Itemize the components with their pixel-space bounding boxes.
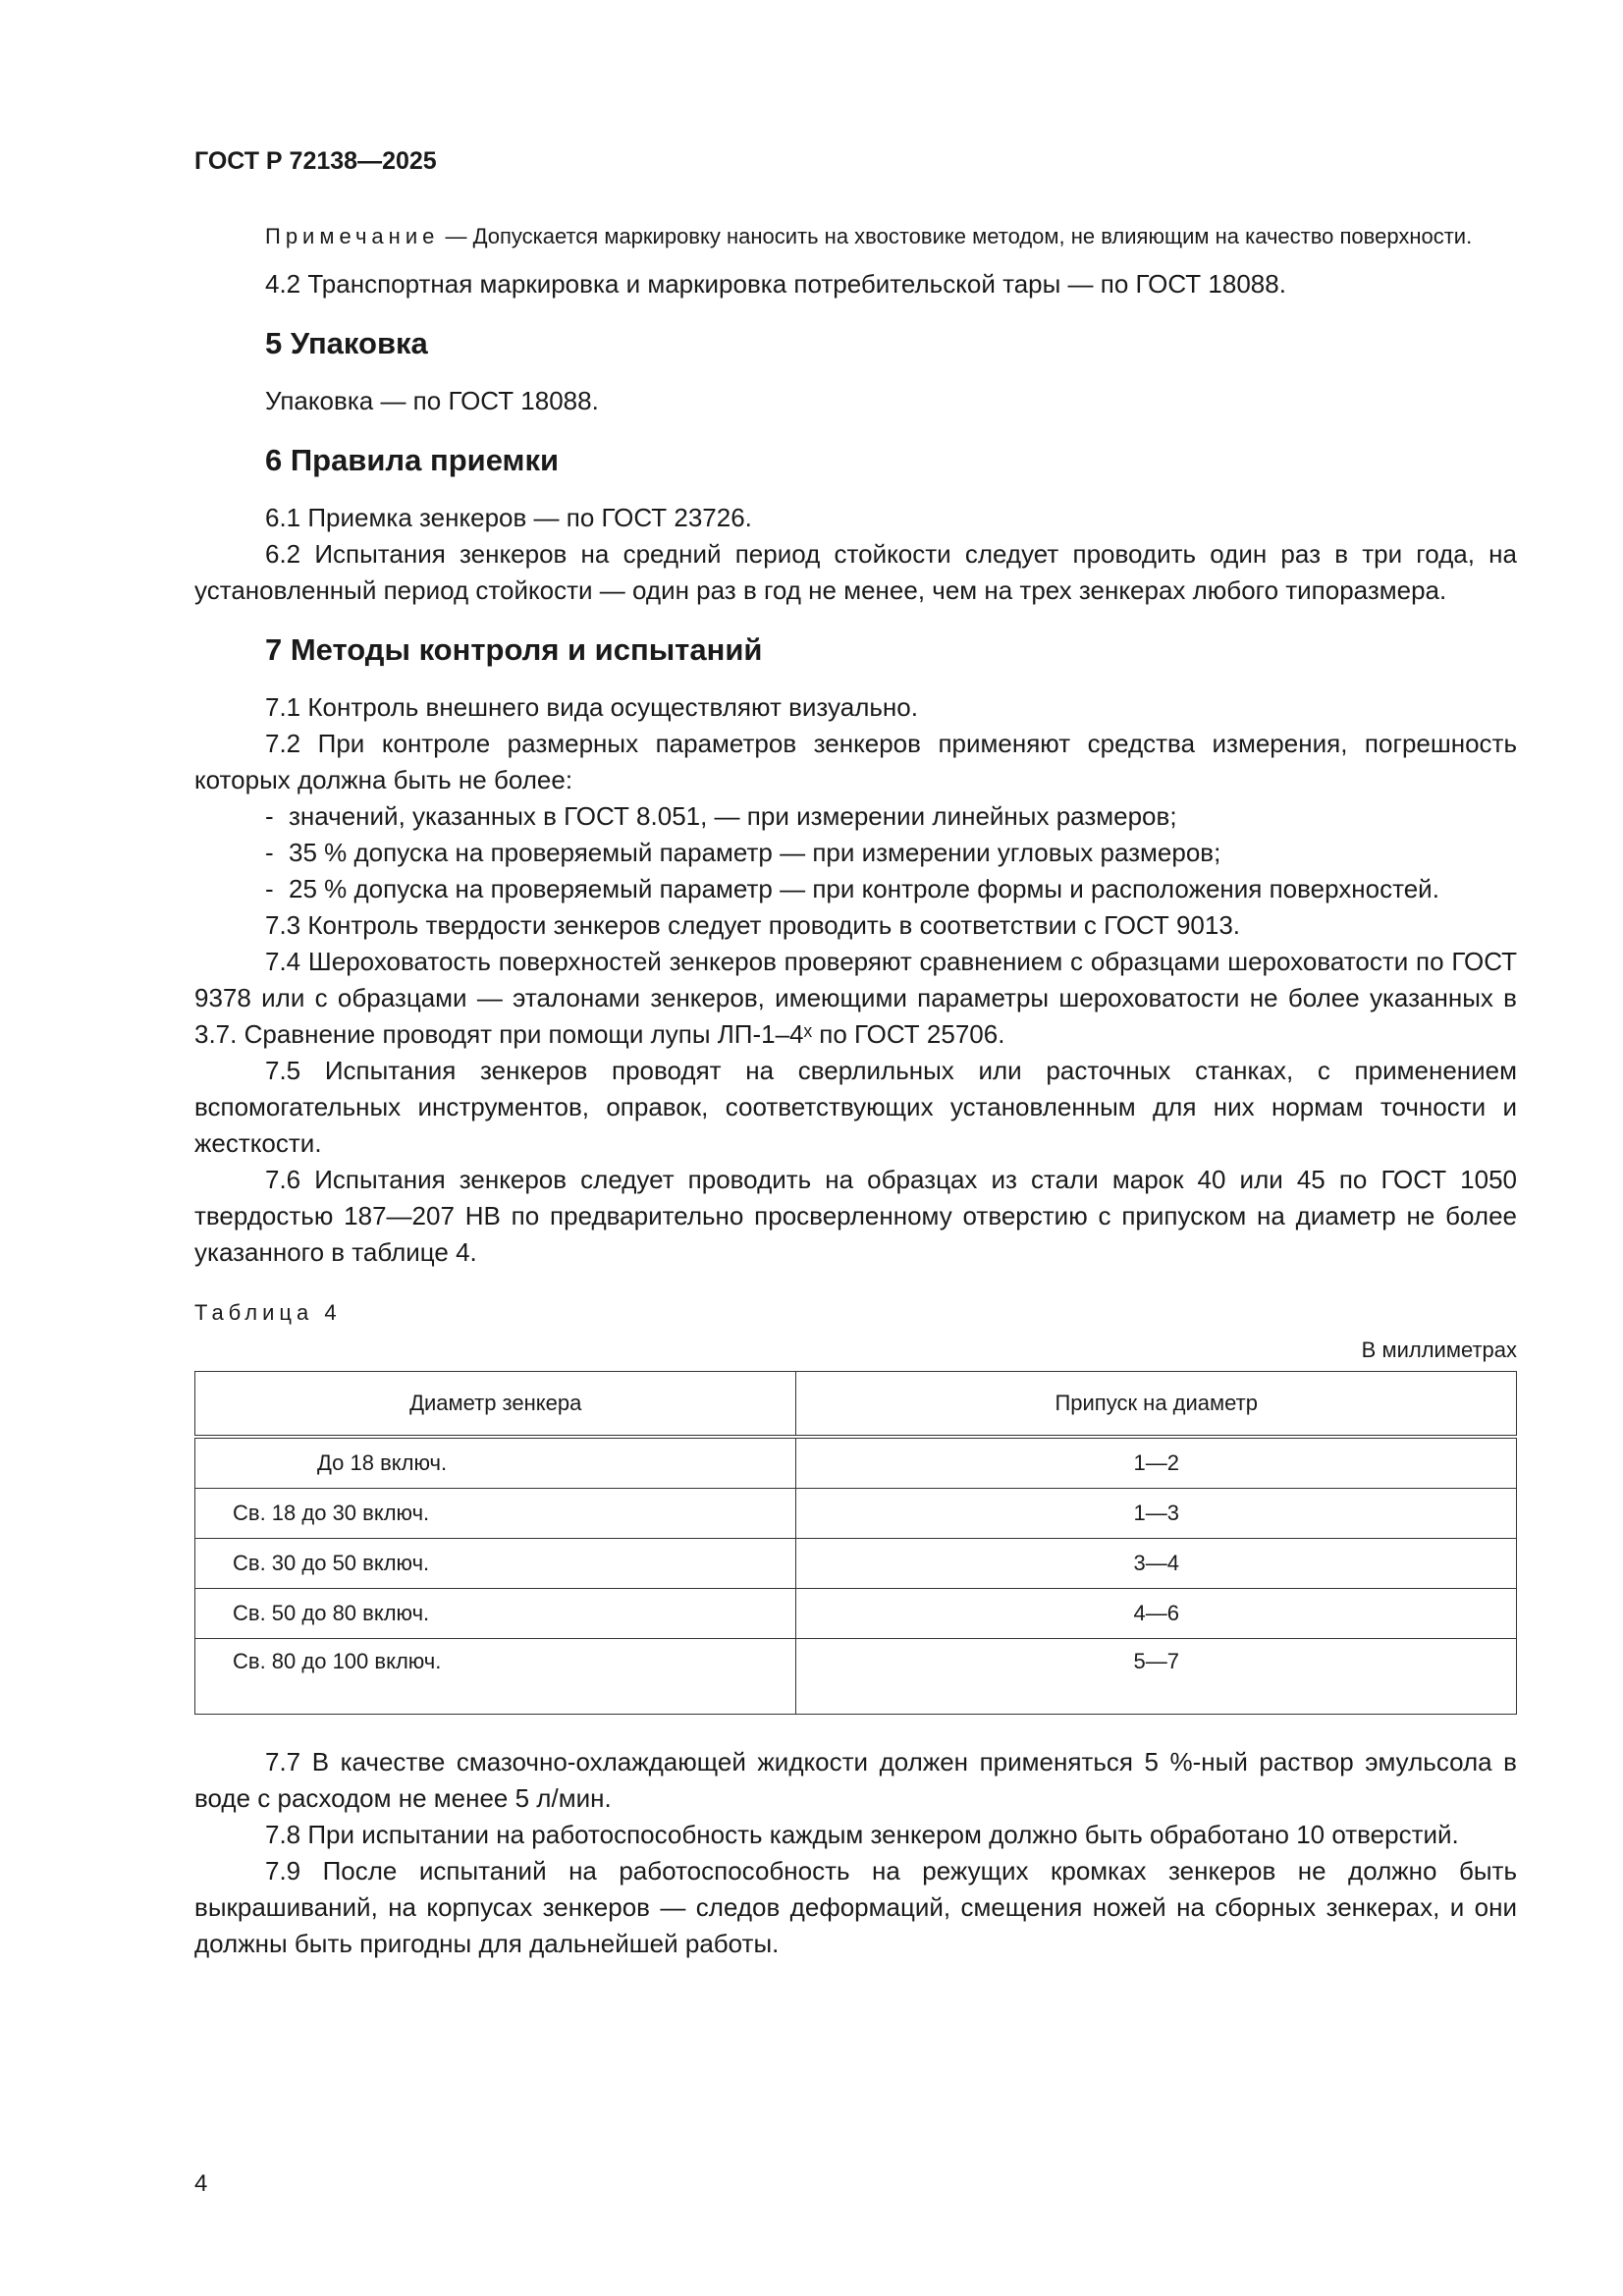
table-units: В миллиметрах xyxy=(1361,1338,1517,1362)
table-cell-allowance: 3—4 xyxy=(796,1539,1517,1589)
table-row xyxy=(195,1489,1517,1539)
list-item: - 25 % допуска на проверяемый параметр — при контроле формы и расположения поверхностей. xyxy=(265,874,1439,903)
table-cell-allowance: 5—7 xyxy=(796,1639,1517,1715)
document-page xyxy=(194,147,1517,1962)
paragraph-7-8: 7.8 При испытании на работоспособность каждым зенкером должно быть обработано 10 отверстий. xyxy=(265,1820,1459,1849)
table-cell-diameter: Св. 80 до 100 включ. xyxy=(195,1639,796,1715)
paragraph-7-2: 7.2 При контроле размерных параметров зенкеров применяют средства измерения, погрешность которых должна быть не более: xyxy=(194,729,1517,794)
list-item: - 35 % допуска на проверяемый параметр — при измерении угловых размеров; xyxy=(265,838,1221,867)
section-5-text: Упаковка — по ГОСТ 18088. xyxy=(265,386,599,415)
section-5-title: 5 Упаковка xyxy=(265,326,428,360)
table-header-diameter: Диаметр зенкера xyxy=(195,1372,796,1438)
table-row xyxy=(195,1437,1517,1489)
document-header: ГОСТ Р 72138—2025 xyxy=(194,147,437,175)
section-6-title: 6 Правила приемки xyxy=(265,443,560,477)
table-caption: Таблица 4 xyxy=(194,1300,342,1325)
table-header-allowance: Припуск на диаметр xyxy=(796,1372,1517,1438)
table-cell-allowance: 1—3 xyxy=(796,1489,1517,1539)
paragraph-7-3: 7.3 Контроль твердости зенкеров следует проводить в соответствии с ГОСТ 9013. xyxy=(265,910,1241,940)
paragraph-7-9: 7.9 После испытаний на работоспособность на режущих кромках зенкеров не должно быть выкрашиваний, на корпусах зенкеров — следов деформаций, смещения ножей на сборных зенкерах, и они должны быть пригодны для дальнейшей работы. xyxy=(194,1856,1517,1958)
section-7-title: 7 Методы контроля и испытаний xyxy=(265,632,763,667)
note-text: — Допускается маркировку наносить на хвостовике методом, не влияющим на качество поверхности. xyxy=(439,224,1473,248)
paragraph-7-7: 7.7 В качестве смазочно-охлаждающей жидкости должен применяться 5 %-ный раствор эмульсола в воде с расходом не менее 5 л/мин. xyxy=(194,1747,1517,1813)
page-number: 4 xyxy=(194,2170,208,2197)
note-label: Примечание xyxy=(265,224,440,248)
paragraph-7-5: 7.5 Испытания зенкеров проводят на сверлильных или расточных станках, с применением вспомогательных инструментов, оправок, соответствующих установленным для них нормам точности и жесткости. xyxy=(194,1056,1517,1158)
table-row xyxy=(195,1539,1517,1589)
table-4 xyxy=(194,1371,1517,1715)
table-cell-allowance: 4—6 xyxy=(796,1589,1517,1639)
paragraph-7-1: 7.1 Контроль внешнего вида осуществляют визуально. xyxy=(265,692,918,722)
list-item: - значений, указанных в ГОСТ 8.051, — при измерении линейных размеров; xyxy=(265,801,1177,831)
paragraph-7-4: 7.4 Шероховатость поверхностей зенкеров проверяют сравнением с образцами шероховатости по ГОСТ 9378 или с образцами — эталонами зенкеров, имеющими параметры шероховатости не более указанных в 3.7. Сравнение проводят при помощи лупы ЛП-1–4ˣ по ГОСТ 25706. xyxy=(194,947,1517,1049)
table-row xyxy=(195,1589,1517,1639)
paragraph-6-2: 6.2 Испытания зенкеров на средний период стойкости следует проводить один раз в три года, на установленный период стойкости — один раз в год не менее, чем на трех зенкерах любого типоразмера. xyxy=(194,539,1517,605)
table-cell-diameter: Св. 30 до 50 включ. xyxy=(195,1539,796,1589)
paragraph-7-6: 7.6 Испытания зенкеров следует проводить на образцах из стали марок 40 или 45 по ГОСТ 1050 твердостью 187—207 НВ по предварительно просверленному отверстию с припуском на диаметр не более указанного в таблице 4. xyxy=(194,1165,1517,1267)
paragraph-6-1: 6.1 Приемка зенкеров — по ГОСТ 23726. xyxy=(265,503,752,532)
table-cell-diameter: Св. 18 до 30 включ. xyxy=(195,1489,796,1539)
paragraph-4-2: 4.2 Транспортная маркировка и маркировка потребительской тары — по ГОСТ 18088. xyxy=(265,269,1286,299)
table-cell-diameter: До 18 включ. xyxy=(195,1437,796,1489)
note xyxy=(194,219,1517,254)
table-row xyxy=(195,1639,1517,1715)
table-cell-allowance: 1—2 xyxy=(796,1437,1517,1489)
table-cell-diameter: Св. 50 до 80 включ. xyxy=(195,1589,796,1639)
